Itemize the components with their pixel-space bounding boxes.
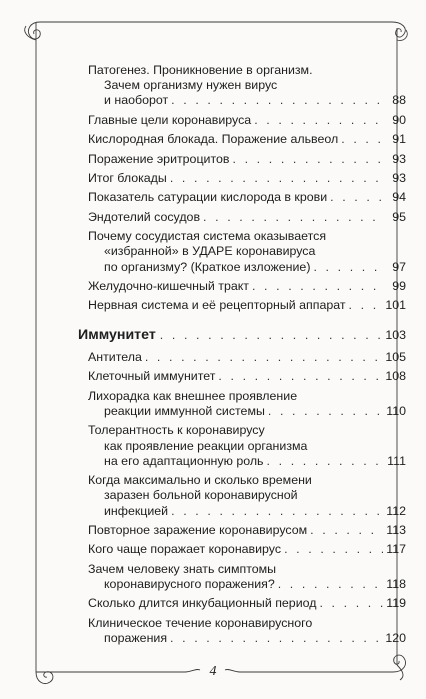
toc-entry-text: и наоборот bbox=[104, 93, 169, 108]
toc-entry-text-line: Зачем организму нужен вирус bbox=[104, 78, 278, 93]
dot-leader bbox=[170, 171, 383, 186]
toc-entry bbox=[88, 369, 406, 384]
toc-entry bbox=[88, 523, 406, 538]
toc-entry bbox=[88, 210, 406, 225]
dot-leader bbox=[203, 210, 383, 225]
dot-leader bbox=[278, 577, 383, 592]
toc-entry-text: Сколько длится инкубационный период bbox=[88, 596, 317, 611]
toc-entry bbox=[88, 279, 406, 294]
table-of-contents-part-2 bbox=[88, 350, 406, 650]
toc-page-number: 93 bbox=[392, 170, 406, 185]
toc-entry-text-line: «избранной» в УДАРЕ коронавируса bbox=[104, 244, 316, 259]
dot-leader bbox=[171, 93, 383, 108]
toc-entry bbox=[88, 298, 406, 313]
toc-entry-last-line bbox=[88, 171, 406, 186]
toc-entry bbox=[88, 190, 406, 205]
toc-entry bbox=[88, 171, 406, 186]
toc-page-number: 112 bbox=[386, 503, 406, 518]
toc-entry-text: Повторное заражение коронавирусом bbox=[88, 522, 308, 537]
toc-entry-last-line bbox=[88, 542, 406, 557]
toc-entry-text-line: Клиническое течение коронавирусного bbox=[88, 615, 313, 630]
toc-entry-text-line: как проявление реакции организма bbox=[104, 438, 308, 453]
toc-entry-text-line: Почему сосудистая система оказывается bbox=[88, 229, 327, 244]
dot-leader bbox=[313, 260, 383, 275]
toc-entry-text: Поражение эритроцитов bbox=[88, 151, 230, 166]
toc-entry bbox=[88, 132, 406, 147]
dot-leader bbox=[171, 504, 383, 519]
section-page-number: 103 bbox=[385, 328, 406, 342]
dot-leader bbox=[284, 542, 383, 557]
dot-leader bbox=[145, 350, 382, 365]
toc-entry bbox=[88, 423, 406, 469]
toc-entry-text: Клеточный иммунитет bbox=[88, 369, 216, 384]
toc-page-number: 113 bbox=[386, 522, 406, 537]
toc-page-number: 91 bbox=[392, 132, 406, 147]
toc-entry-last-line bbox=[88, 152, 406, 167]
toc-page-number: 88 bbox=[392, 93, 406, 108]
toc-entry-text: поражения bbox=[104, 630, 168, 645]
toc-entry bbox=[88, 350, 406, 365]
toc-page-number: 90 bbox=[392, 112, 406, 127]
dot-leader bbox=[160, 328, 382, 342]
toc-entry-last-line bbox=[88, 596, 406, 611]
toc-page-number: 118 bbox=[386, 576, 406, 591]
toc-entry-text-line: Когда максимально и сколько времени bbox=[88, 473, 312, 488]
toc-entry-text-line: Толерантность к коронавирусу bbox=[88, 423, 265, 438]
toc-entry-last-line bbox=[88, 454, 406, 469]
toc-page-number: 105 bbox=[385, 350, 406, 364]
toc-page-number: 95 bbox=[392, 209, 406, 224]
toc-entry bbox=[88, 562, 406, 592]
dot-leader bbox=[232, 152, 383, 167]
toc-entry-text-line: Лихорадка как внешнее проявление bbox=[88, 388, 298, 403]
toc-entry bbox=[88, 63, 406, 109]
toc-entry-last-line bbox=[88, 93, 406, 108]
dot-leader bbox=[310, 523, 383, 538]
dot-leader bbox=[341, 132, 383, 147]
toc-entry bbox=[88, 389, 406, 419]
dot-leader bbox=[252, 279, 383, 294]
dot-leader bbox=[330, 190, 383, 205]
toc-entry-text: Антитела bbox=[88, 350, 142, 364]
toc-page-number: 117 bbox=[386, 542, 406, 557]
toc-entry-last-line bbox=[88, 279, 406, 294]
toc-entry-last-line bbox=[88, 190, 406, 205]
toc-page-number: 99 bbox=[392, 278, 406, 293]
toc-entry-text: Нервная система и её рецепторный аппарат bbox=[88, 298, 346, 313]
dot-leader bbox=[254, 113, 383, 128]
toc-entry-text: Итог блокады bbox=[88, 170, 167, 185]
toc-page-number: 101 bbox=[385, 298, 406, 313]
toc-entry bbox=[88, 152, 406, 167]
toc-page-number: 120 bbox=[385, 630, 406, 645]
dot-leader bbox=[349, 298, 383, 313]
toc-entry bbox=[88, 616, 406, 646]
toc-entry-last-line bbox=[88, 260, 406, 275]
toc-page-number: 110 bbox=[386, 403, 406, 418]
toc-entry-last-line bbox=[88, 404, 406, 419]
toc-entry-last-line bbox=[88, 132, 406, 147]
dot-leader bbox=[268, 404, 383, 419]
toc-entry-last-line bbox=[88, 350, 406, 365]
toc-entry-text: Желудочно-кишечный тракт bbox=[88, 278, 249, 293]
toc-page-number: 111 bbox=[387, 453, 406, 468]
toc-entry-last-line bbox=[88, 523, 406, 538]
toc-entry-last-line bbox=[88, 210, 406, 225]
dot-leader bbox=[319, 596, 383, 611]
toc-entry-last-line bbox=[88, 577, 406, 592]
dot-leader bbox=[267, 454, 383, 469]
toc-entry-text: Показатель сатурации кислорода в крови bbox=[88, 190, 328, 205]
toc-entry-text: коронавирусного поражения? bbox=[104, 576, 275, 591]
toc-entry bbox=[88, 473, 406, 519]
toc-entry-text: Эндотелий сосудов bbox=[88, 209, 201, 224]
toc-entry-text: Кислородная блокада. Поражение альвеол bbox=[88, 132, 339, 147]
toc-entry-text-line: заразен больной коронавирусной bbox=[104, 488, 298, 503]
section-heading-row bbox=[78, 327, 406, 343]
section-title: Иммунитет bbox=[78, 327, 156, 343]
toc-entry-text: по организму? (Краткое изложение) bbox=[104, 259, 311, 274]
toc-entry-text: инфекцией bbox=[104, 503, 169, 518]
toc-page-number: 119 bbox=[386, 596, 406, 611]
toc-entry-last-line bbox=[88, 298, 406, 313]
toc-entry-last-line bbox=[88, 113, 406, 128]
toc-entry-last-line bbox=[88, 631, 406, 646]
toc-page-number: 108 bbox=[385, 369, 406, 384]
toc-entry-text-line: Патогенез. Проникновение в организм. bbox=[88, 63, 313, 77]
toc-entry-last-line bbox=[88, 504, 406, 519]
toc-entry-text: реакции иммунной системы bbox=[104, 403, 265, 418]
table-of-contents-part-1 bbox=[88, 63, 406, 318]
toc-page-number: 93 bbox=[392, 151, 406, 166]
toc-entry bbox=[88, 229, 406, 275]
toc-page-number: 97 bbox=[392, 259, 406, 274]
toc-entry-text: на его адаптационную роль bbox=[104, 453, 264, 468]
page-folio: 4 bbox=[209, 664, 217, 679]
toc-entry bbox=[88, 113, 406, 128]
toc-entry-text-line: Зачем человеку знать симптомы bbox=[88, 561, 277, 576]
toc-entry bbox=[88, 596, 406, 611]
toc-entry-last-line bbox=[88, 369, 406, 384]
toc-page-number: 94 bbox=[392, 190, 406, 205]
toc-entry-text: Главные цели коронавируса bbox=[88, 112, 252, 127]
toc-entry-text: Кого чаще поражает коронавирус bbox=[88, 542, 282, 557]
toc-entry bbox=[88, 542, 406, 557]
dot-leader bbox=[170, 631, 382, 646]
dot-leader bbox=[218, 369, 382, 384]
